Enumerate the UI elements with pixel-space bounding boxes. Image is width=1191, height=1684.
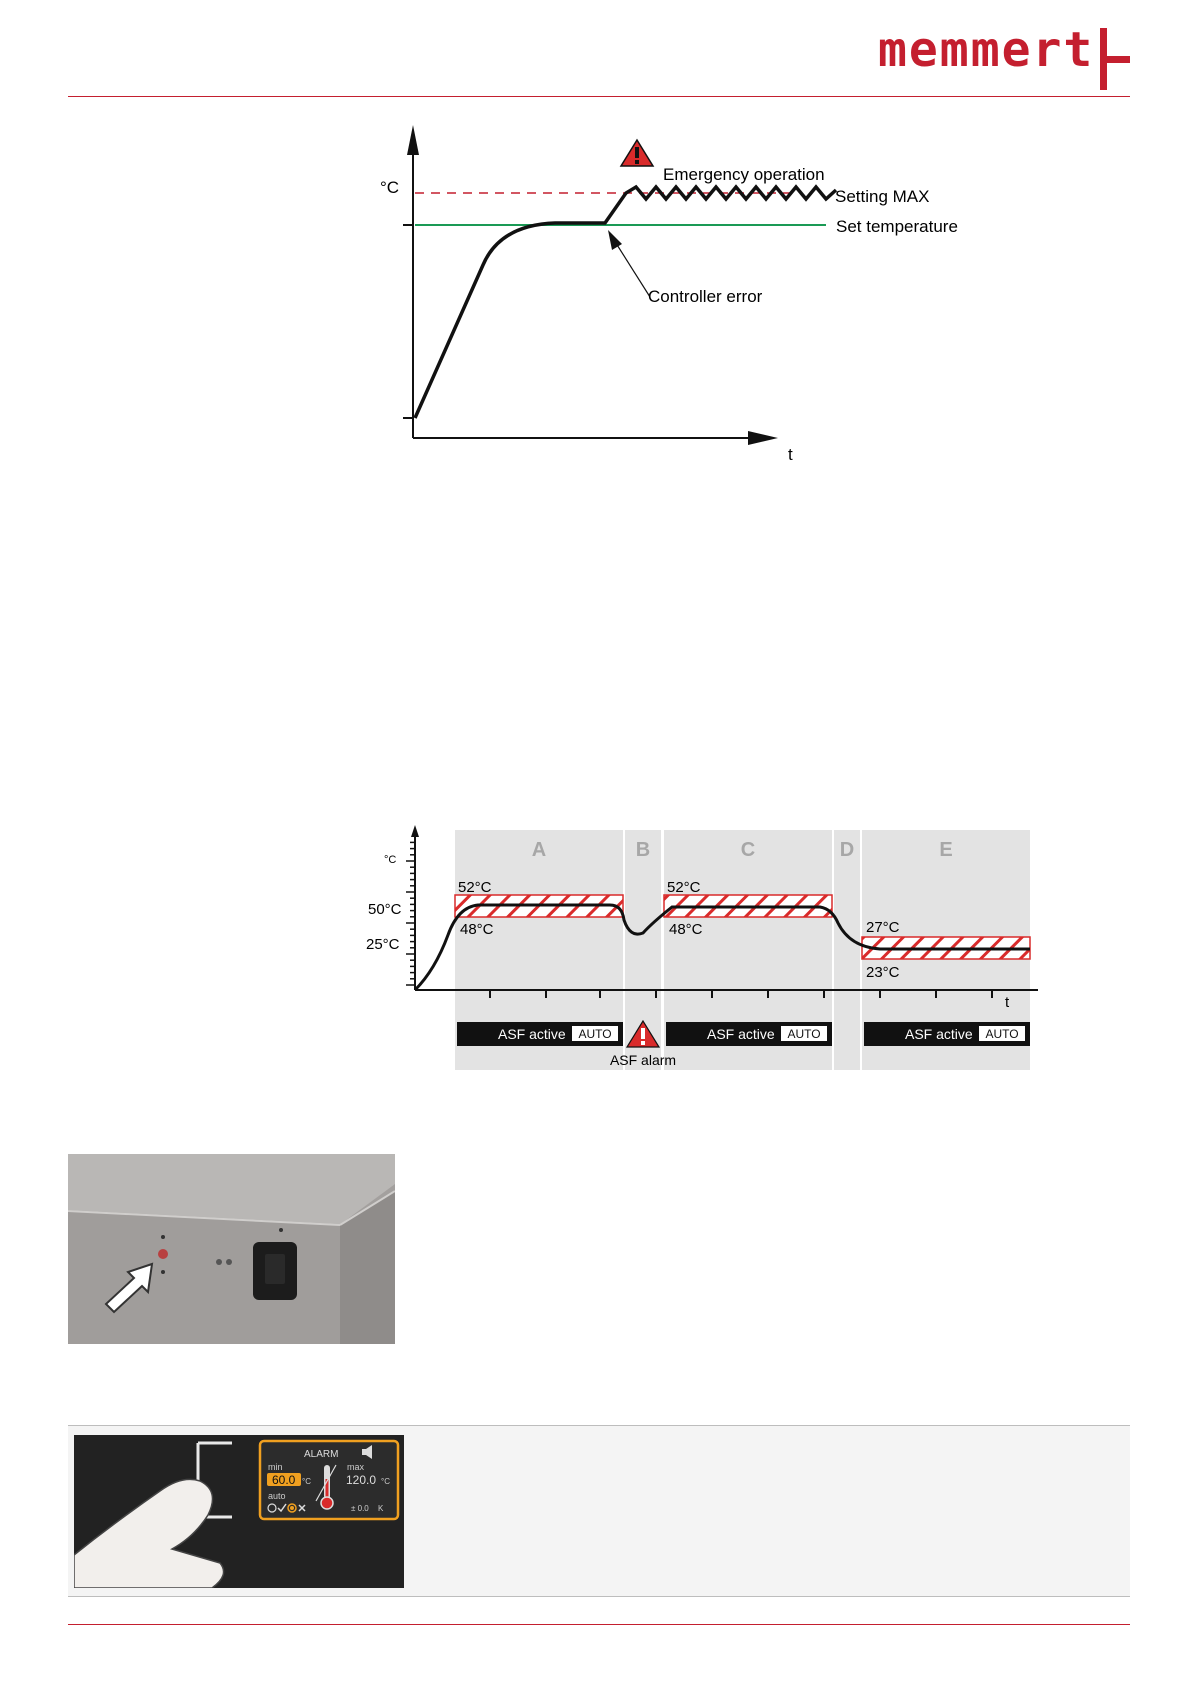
asf-x-unit: t (1005, 994, 1010, 1011)
controller-error-label: Controller error (648, 287, 763, 306)
auto-badge-e: AUTO (985, 1027, 1019, 1041)
auto-label: auto (268, 1491, 286, 1501)
zone-label-d: D (839, 839, 855, 861)
zone-label-e: E (939, 839, 953, 861)
warning-triangle-icon (621, 140, 653, 166)
reset-button[interactable] (158, 1249, 168, 1259)
diagram1-y-unit: °C (380, 178, 400, 197)
max-unit: °C (381, 1477, 390, 1486)
header-rule (68, 96, 1130, 97)
max-label: max (347, 1462, 365, 1472)
zone-d (834, 830, 860, 1070)
band-a-lower-label: 48°C (460, 921, 494, 938)
asf-y-tick-marks (406, 842, 415, 985)
zone-label-c: C (740, 839, 756, 861)
min-unit: °C (302, 1477, 311, 1486)
controller-display-illustration (74, 1435, 404, 1588)
band-c-lower-label: 48°C (669, 921, 703, 938)
y-tick-label-50: 50°C (368, 901, 402, 918)
asf-status-bar-a (457, 1022, 623, 1046)
delta-unit: K (378, 1504, 384, 1513)
device-back-illustration (68, 1154, 395, 1344)
band-a-upper-label: 52°C (458, 879, 492, 896)
footer-rule (68, 1624, 1130, 1625)
asf-y-unit: °C (384, 854, 397, 866)
controller-display (74, 1435, 404, 1588)
asf-status-label-c: ASF active (707, 1026, 775, 1042)
logo-mark-bar (1100, 56, 1130, 63)
asf-y-axis-arrow (411, 825, 419, 837)
delta-value: ± 0.0 (351, 1504, 369, 1513)
zone-label-b: B (635, 839, 651, 861)
controller-error-pointer (614, 240, 650, 297)
y-tick-label-25: 25°C (366, 936, 400, 953)
max-value[interactable]: 120.0 (346, 1473, 377, 1487)
auto-badge-a: AUTO (578, 1027, 612, 1041)
setting-max-label: Setting MAX (835, 187, 930, 206)
asf-status-bar-e (864, 1022, 1030, 1046)
band-c-upper-label: 52°C (667, 879, 701, 896)
asf-chart (360, 825, 1050, 1075)
min-label: min (268, 1462, 283, 1472)
diagram1-x-unit: t (788, 445, 793, 464)
alarm-screen-title: ALARM (304, 1449, 339, 1460)
emergency-operation-label: Emergency operation (663, 165, 825, 184)
asf-status-label-e: ASF active (905, 1026, 973, 1042)
controller-error-arrowhead (608, 230, 622, 250)
set-temperature-label: Set temperature (836, 217, 958, 236)
asf-status-label-a: ASF active (498, 1026, 566, 1042)
zone-label-a: A (531, 839, 547, 861)
asf-status-bar-c (666, 1022, 832, 1046)
x-axis-arrow (748, 431, 778, 445)
band-e-lower-label: 23°C (866, 964, 900, 981)
temperature-curve (415, 187, 836, 418)
brand-logo: memmert (878, 22, 1095, 78)
emergency-operation-diagram (360, 120, 980, 470)
asf-alarm-label: ASF alarm (609, 1052, 677, 1068)
band-e-upper-label: 27°C (866, 919, 900, 936)
device-back-photo (68, 1154, 395, 1344)
auto-badge-c: AUTO (787, 1027, 821, 1041)
min-value[interactable]: 60.0 (272, 1473, 296, 1487)
